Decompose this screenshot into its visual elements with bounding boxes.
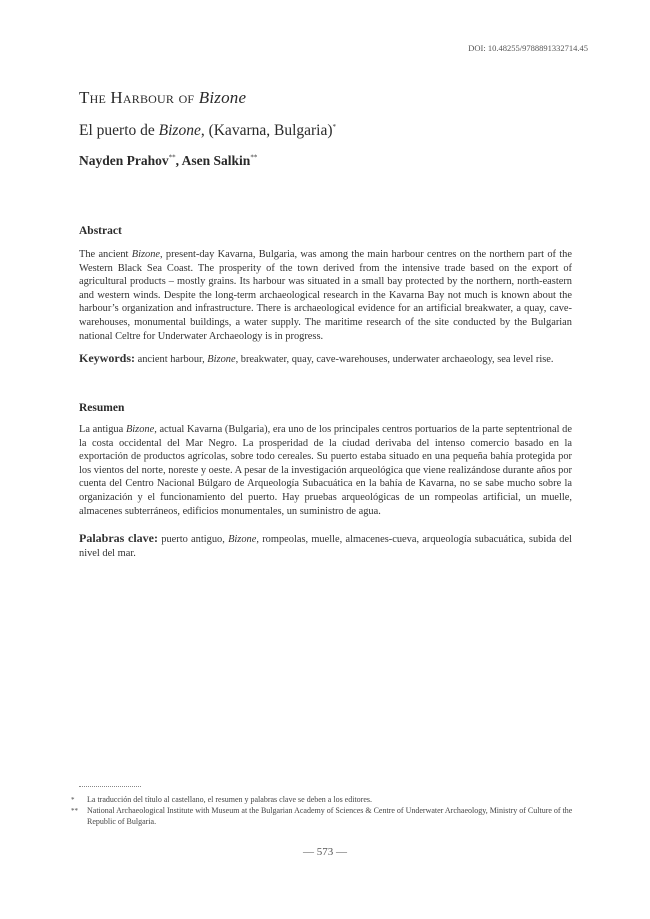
- paper-title: [79, 88, 246, 108]
- palabras-before: puerto antiguo,: [157, 534, 229, 545]
- doi-label: DOI: 10.48255/9788891332714.45: [468, 43, 588, 53]
- author-footnote-mark: **: [168, 153, 176, 162]
- footnote-mark: *: [71, 796, 75, 804]
- subtitle-footnote-mark: *: [332, 122, 337, 131]
- footnote-text: National Archaeological Institute with Museum at the Bulgarian Academy of Sciences & Centre of Underwater Archaeology, Ministry of Culture of the Republic of Bulgaria.: [87, 806, 573, 826]
- keywords-name: Bizone: [207, 354, 236, 365]
- resumen-heading: Resumen: [79, 402, 125, 414]
- palabras-after: , rompeolas, muelle, almacenes-cueva, arqueología subacuática, subida del nivel del mar.: [79, 534, 572, 559]
- footnote-item: [71, 795, 580, 806]
- paper-subtitle: [79, 122, 336, 140]
- keywords: [79, 351, 572, 367]
- keywords-label: Keywords:: [79, 351, 135, 365]
- palabras-label: Palabras clave:: [79, 531, 158, 545]
- abstract-intro: The ancient: [79, 249, 132, 260]
- title-prefix: The Harbour of: [79, 88, 199, 107]
- abstract-name: Bizone: [131, 249, 161, 260]
- abstract-text: [79, 248, 572, 343]
- resumen-body: , actual Kavarna (Bulgaria), era uno de los principales centros portuarios de la parte septentrional de la costa occidental del Mar Negro. La prosperidad de la ciudad derivaba del intenso comercio basado en la exportación de productos agrícolas, sobre todo cereales. Su puerto estaba situado en una pequeña bahía protegida por los vientos del norte, noreste y oeste. A pesar de la investigación arqueológica que viene realizándose durante años por cuenta del Centro Nacional Búlgaro de Arqueología Subacuática en la bahía de Kavarna, no se sabe mucho sobre la organización y el funcionamiento del puerto. Hay pruebas arqueológicas de un rompeolas artificial, un muelle, almacenes subterráneos, edificios monumentales, un suministro de agua.: [79, 424, 572, 517]
- subtitle-prefix: El puerto de: [79, 122, 159, 139]
- palabras-clave: [79, 531, 572, 561]
- author-separator: ,: [175, 153, 182, 168]
- abstract-heading: Abstract: [79, 225, 122, 237]
- title-name: Bizone: [198, 88, 247, 107]
- resumen-name: Bizone: [125, 424, 155, 435]
- footnote-item: [71, 806, 580, 827]
- resumen-text: [79, 423, 572, 518]
- footnote-mark: **: [71, 807, 78, 815]
- subtitle-name: Bizone: [158, 122, 201, 139]
- keywords-before: ancient harbour,: [135, 354, 208, 365]
- footnote-text: La traducción del título al castellano, el resumen y palabras clave se deben a los editores.: [87, 795, 372, 804]
- author-name: Nayden Prahov: [79, 153, 169, 168]
- footnote-divider: [79, 786, 141, 787]
- abstract-body: , present-day Kavarna, Bulgaria, was among the main harbour centres on the northern part of the Western Black Sea Coast. The prosperity of the town derived from the intensive trade based on the export of agricultural products – mostly grains. Its harbour was situated in a small bay protected by the northern, north-eastern and western winds. Despite the long-term archaeological research in the Kavarna Bay not much is known about the harbour’s organization and infrastructure. There is archaeological evidence for an artificial breakwater, a quay, cave-warehouses, monumental buildings, a water supply. The maritime research of the site conducted by the Bulgarian national Celtre for Underwater Archaeology is in progress.: [79, 249, 572, 342]
- authors: [79, 153, 257, 169]
- author-footnote-mark: **: [250, 153, 258, 162]
- resumen-intro: La antigua: [79, 424, 126, 435]
- page-number: — 573 —: [303, 846, 347, 858]
- palabras-name: Bizone: [228, 534, 257, 545]
- author-name: Asen Salkin: [181, 153, 251, 168]
- subtitle-suffix: , (Kavarna, Bulgaria): [200, 122, 333, 139]
- keywords-after: , breakwater, quay, cave-warehouses, underwater archaeology, sea level rise.: [235, 354, 554, 365]
